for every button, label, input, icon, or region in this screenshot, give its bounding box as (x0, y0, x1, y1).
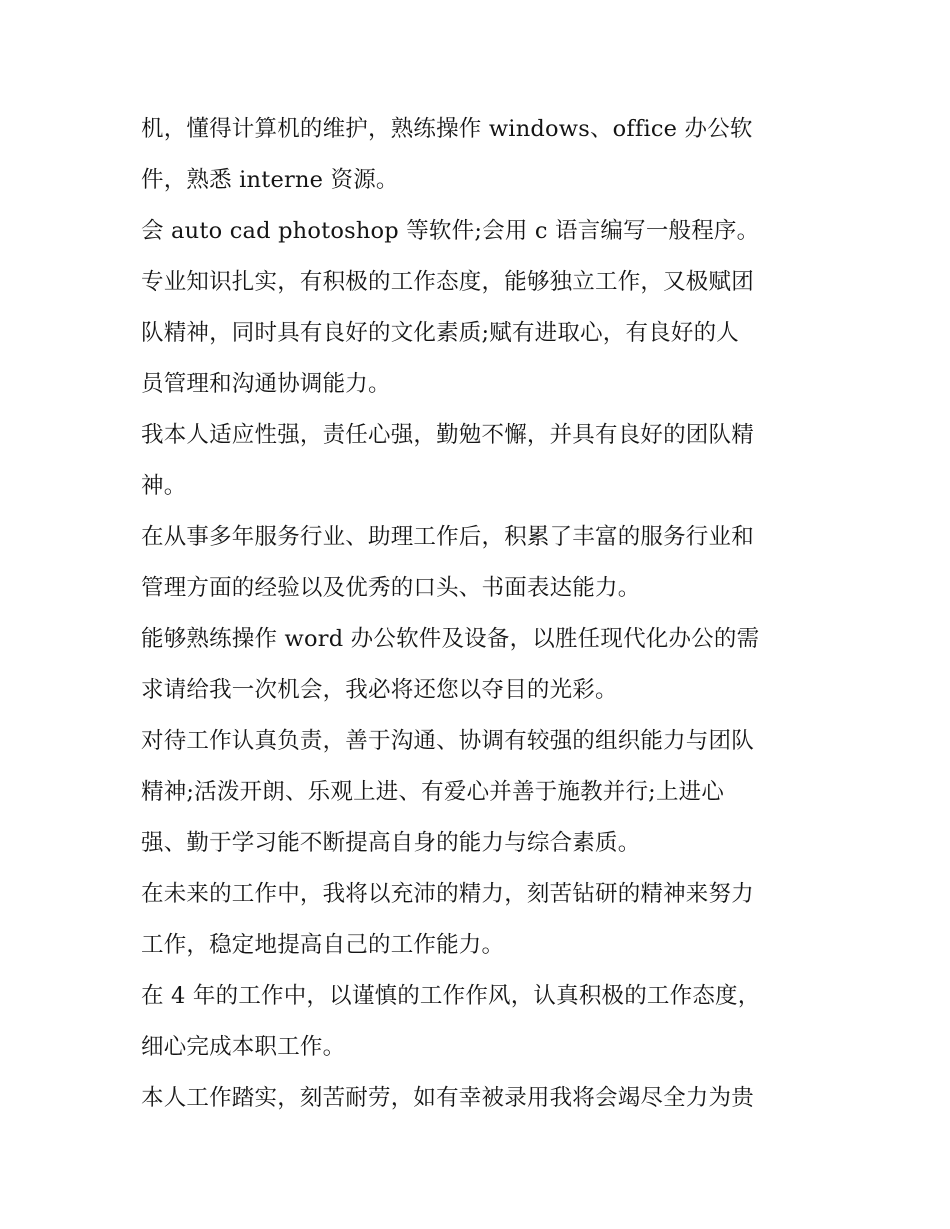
text-line: 在 4 年的工作中，以谨慎的工作作风，认真积极的工作态度， (141, 983, 761, 1009)
text-line: 求请给我一次机会，我必将还您以夺目的光彩。 (141, 677, 618, 703)
text-line: 能够熟练操作 word 办公软件及设备，以胜任现代化办公的需 (141, 626, 760, 652)
text-line: 在未来的工作中，我将以充沛的精力，刻苦钻研的精神来努力 (141, 881, 754, 907)
document-body (141, 104, 821, 1124)
text-line: 本人工作踏实，刻苦耐劳，如有幸被录用我将会竭尽全力为贵 (141, 1085, 754, 1111)
text-line: 精神;活泼开朗、乐观上进、有爱心并善于施教并行;上进心 (141, 779, 725, 805)
text-line: 件，熟悉 interne 资源。 (141, 167, 399, 193)
text-line: 强、勤于学习能不断提高自身的能力与综合素质。 (141, 830, 641, 856)
text-line: 神。 (141, 473, 187, 499)
text-line: 员管理和沟通协调能力。 (141, 371, 391, 397)
text-line: 机，懂得计算机的维护，熟练操作 windows、office 办公软 (141, 116, 753, 142)
text-line: 对待工作认真负责，善于沟通、协调有较强的组织能力与团队 (141, 728, 754, 754)
text-line: 管理方面的经验以及优秀的口头、书面表达能力。 (141, 575, 641, 601)
text-line: 会 auto cad photoshop 等软件;会用 c 语言编写一般程序。 (141, 218, 760, 244)
text-line: 我本人适应性强，责任心强，勤勉不懈，并具有良好的团队精 (141, 422, 754, 448)
text-line: 专业知识扎实，有积极的工作态度，能够独立工作，又极赋团 (141, 269, 754, 295)
text-line: 在从事多年服务行业、助理工作后，积累了丰富的服务行业和 (141, 524, 754, 550)
text-line: 细心完成本职工作。 (141, 1034, 346, 1060)
text-line: 工作，稳定地提高自己的工作能力。 (141, 932, 505, 958)
text-line: 队精神，同时具有良好的文化素质;赋有进取心，有良好的人 (141, 320, 739, 346)
